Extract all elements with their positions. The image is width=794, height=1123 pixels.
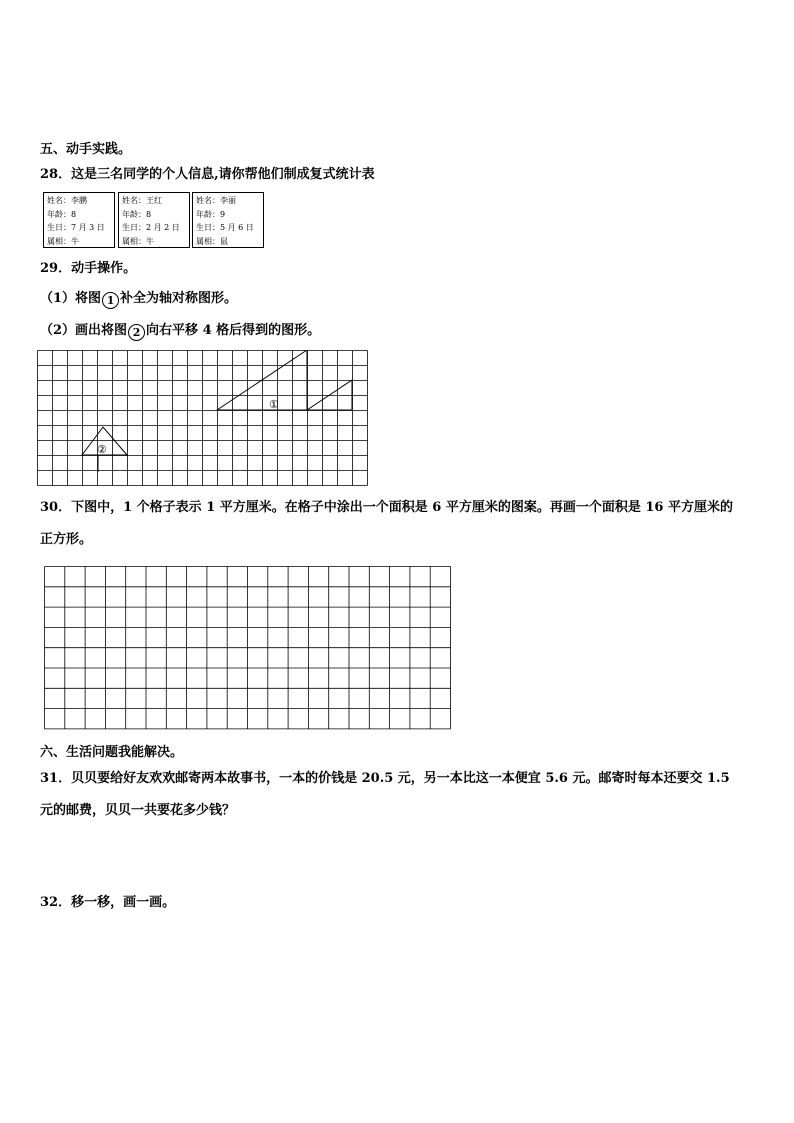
card-birthday: 生日：5 月 6 日: [196, 223, 254, 232]
card-name: 姓名：李丽: [196, 196, 236, 205]
grid-lines: [45, 567, 451, 729]
question-29-grid: [37, 350, 369, 486]
question-31-line-2: 元的邮费，贝贝一共要花多少钱？: [40, 803, 236, 818]
card-birthday: 生日：2 月 2 日: [122, 223, 180, 232]
info-card-2: [118, 192, 190, 248]
question-31-line-1: 31．贝贝要给好友欢欢邮寄两本故事书，一本的价钱是 20.5 元，另一本比这一本便宜 5.6 元。邮寄时每本还要交 1.5: [40, 771, 730, 786]
figure-1-small-triangle: [307, 380, 352, 410]
info-card-3: [192, 192, 264, 248]
question-29-text: 29．动手操作。: [40, 261, 137, 276]
card-zodiac: 属相：牛: [47, 236, 79, 246]
card-zodiac: 属相：牛: [122, 236, 154, 246]
card-zodiac: 属相：鼠: [196, 236, 228, 246]
card-name: 姓名：王红: [122, 196, 162, 205]
question-30-grid: [44, 566, 454, 732]
question-30-line-2: 正方形。: [40, 532, 93, 547]
question-29-part-1: （1）将图 1 补全为轴对称图形。: [40, 291, 238, 307]
section-5-heading: 五、动手实践。: [40, 142, 132, 157]
info-card-1: [43, 192, 115, 248]
figure-2-label: ②: [97, 443, 107, 456]
card-birthday: 生日：7 月 3 日: [47, 223, 105, 232]
card-age: 年龄：9: [196, 209, 226, 219]
circled-number-1: 1: [102, 292, 119, 309]
question-28-text: 28．这是三名同学的个人信息,请你帮他们制成复式统计表: [40, 167, 375, 182]
figure-1-large-triangle: [217, 350, 307, 410]
card-age: 年龄：8: [47, 209, 77, 219]
question-32-text: 32．移一移，画一画。: [40, 895, 176, 910]
card-age: 年龄：8: [122, 209, 152, 219]
circled-number-2: 2: [128, 324, 145, 341]
figure-1-label: ①: [269, 398, 279, 411]
card-name: 姓名：李鹏: [47, 196, 87, 205]
question-30-line-1: 30．下图中，1 个格子表示 1 平方厘米。在格子中涂出一个面积是 6 平方厘米的图案。再画一个面积是 16 平方厘米的: [40, 500, 733, 515]
grid-lines: [38, 351, 368, 486]
question-29-part-2: （2）画出将图 2 向右平移 4 格后得到的图形。: [40, 323, 321, 339]
section-6-heading: 六、生活问题我能解决。: [40, 745, 184, 760]
